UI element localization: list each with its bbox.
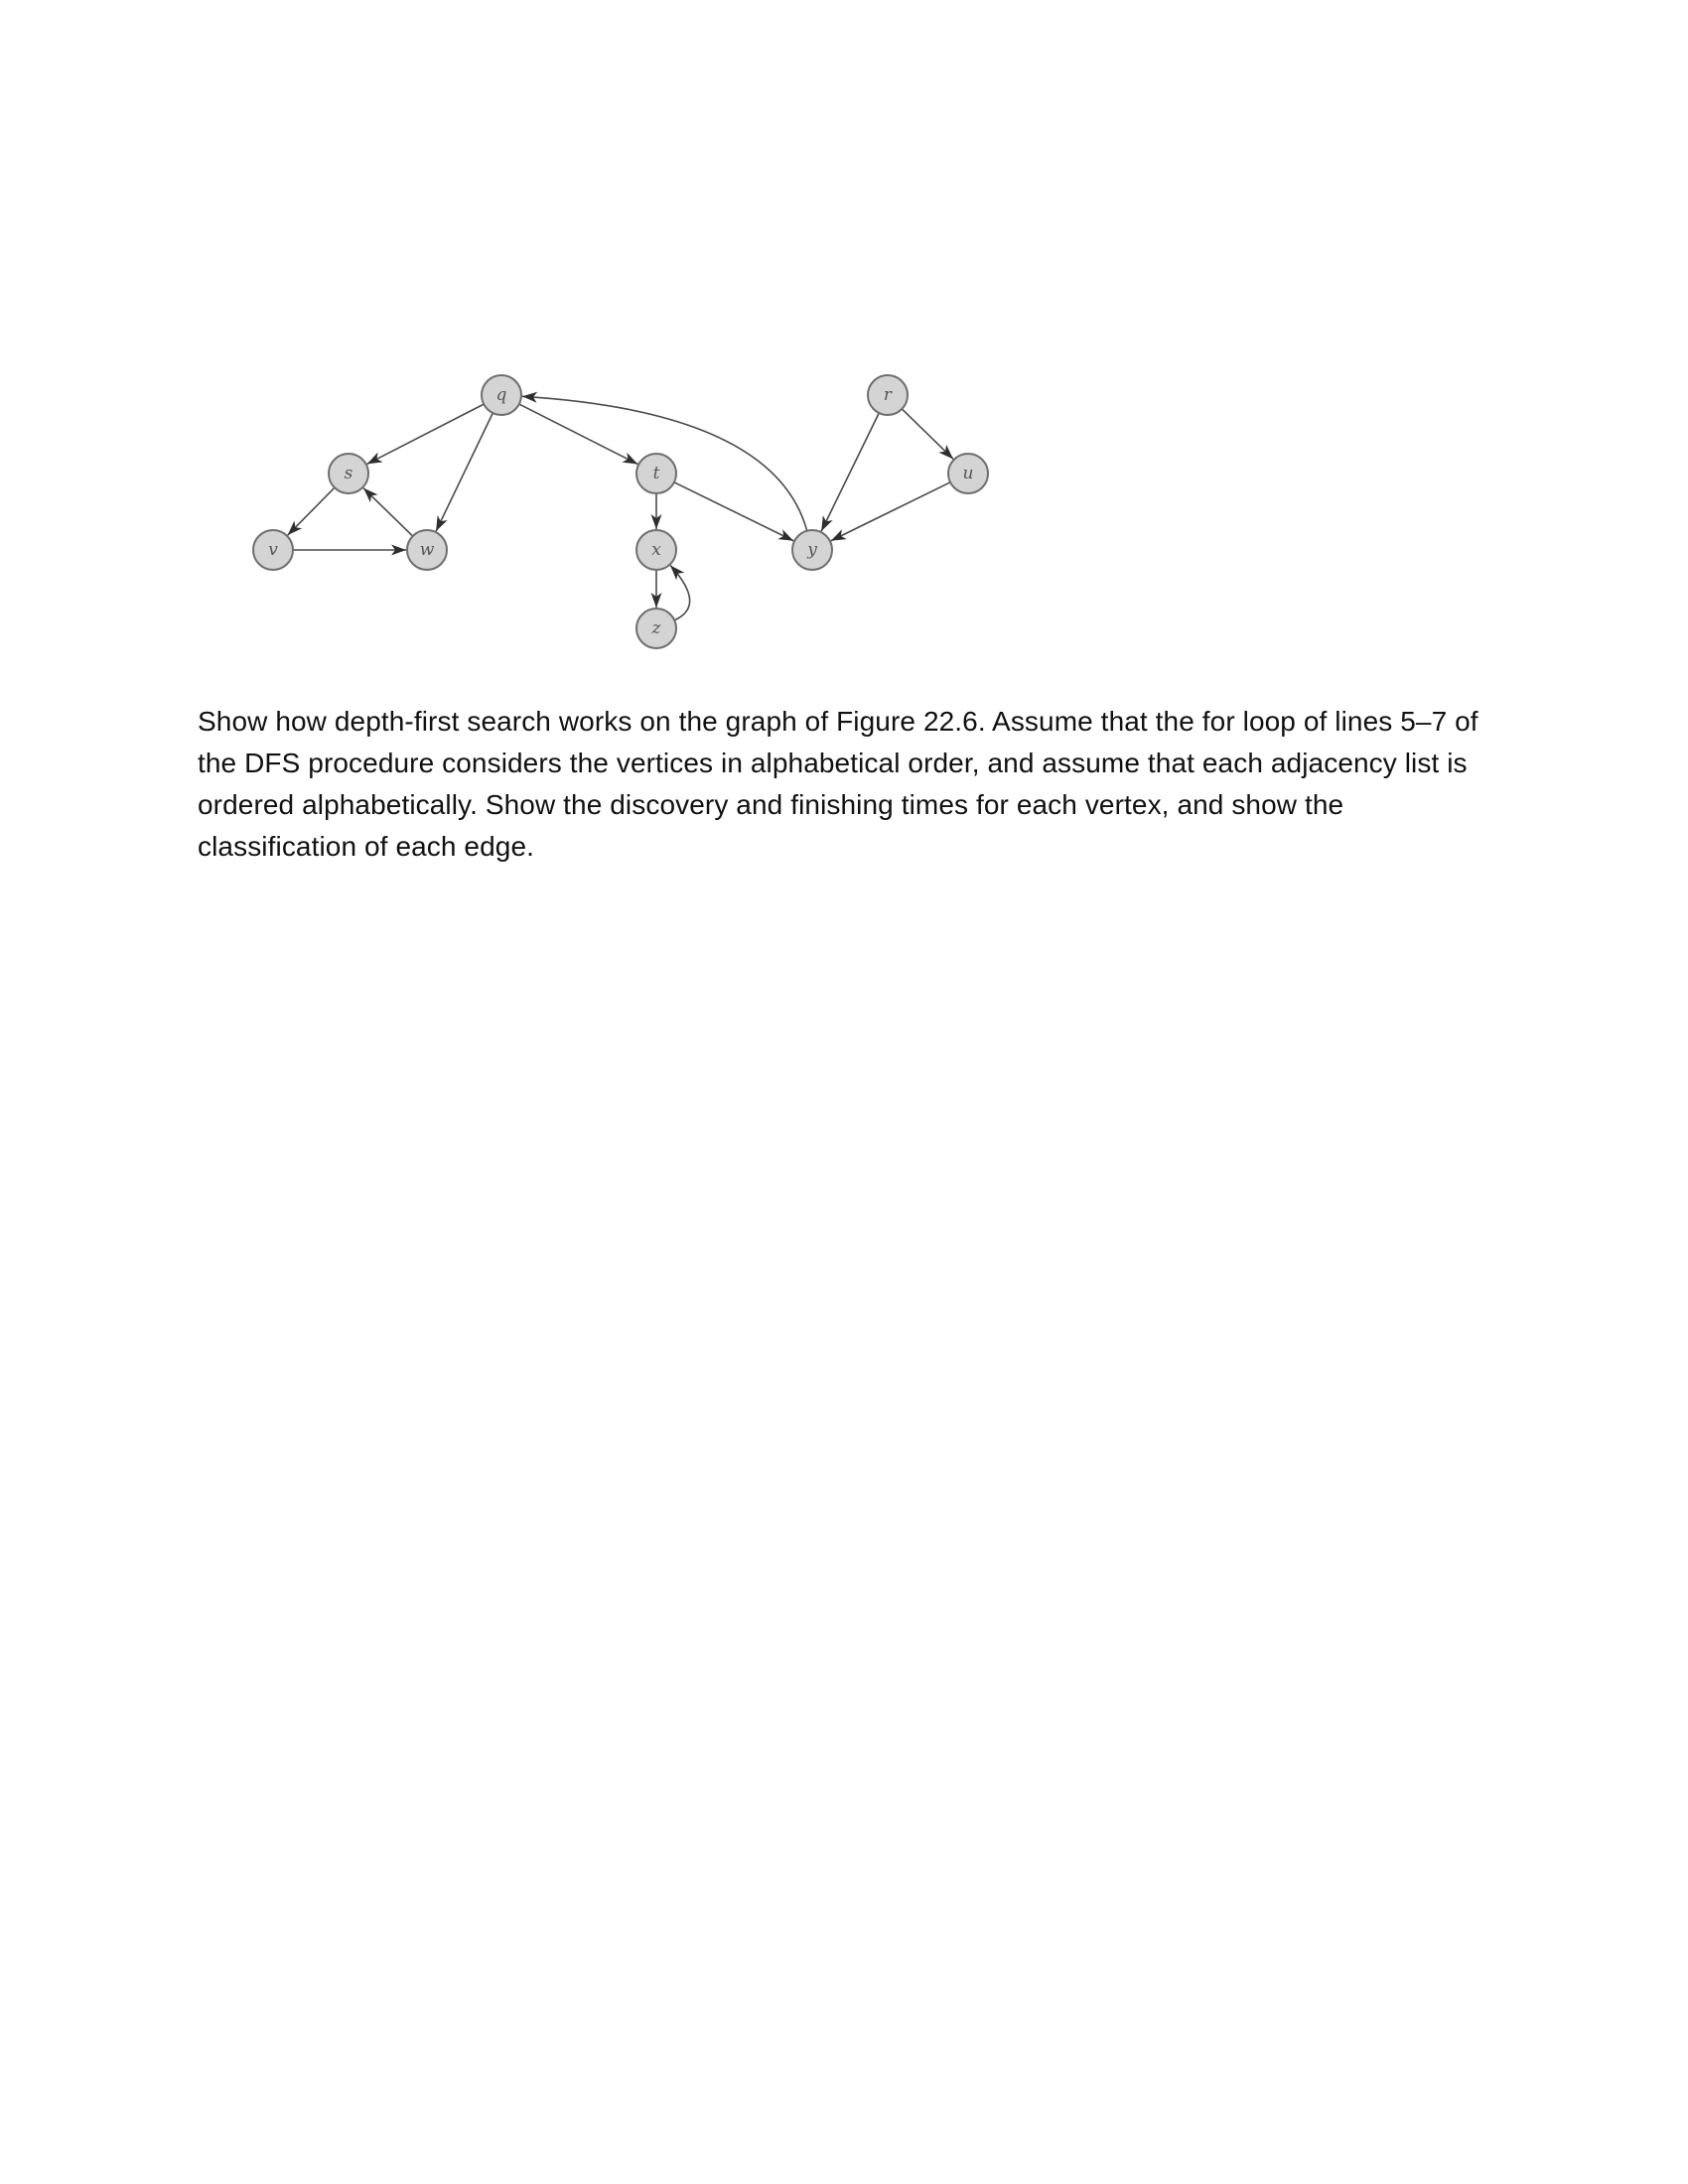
node-v — [253, 530, 293, 570]
node-s-label: s — [344, 464, 353, 483]
edge-q-to-t-arrowhead — [622, 453, 637, 465]
edge-u-to-y-line — [831, 482, 950, 541]
node-z-label: z — [651, 618, 661, 638]
edge-r-to-y — [821, 413, 879, 531]
edge-w-to-s — [363, 488, 413, 536]
node-x — [636, 530, 676, 570]
node-t — [636, 454, 676, 493]
edge-z-to-x — [670, 566, 690, 620]
edge-q-to-t-line — [519, 404, 637, 464]
node-r-label: r — [883, 385, 893, 405]
node-w-label: w — [419, 540, 435, 560]
edge-x-to-z — [651, 570, 662, 608]
edge-q-to-w — [436, 413, 492, 531]
edge-t-to-x — [651, 493, 662, 529]
edge-q-to-s-line — [367, 404, 485, 464]
edge-q-to-t — [519, 404, 637, 464]
edge-r-to-y-line — [821, 413, 879, 531]
graph-figure — [0, 0, 1688, 695]
edge-v-to-w — [293, 545, 406, 556]
node-w — [407, 530, 447, 570]
problem-statement: Show how depth-first search works on the graph of Figure 22.6. Assume that the for loop of lines 5–7 of the DFS procedure considers the vertices in alphabetical order, and assume that each adjacency list is ordered alphabetically. Show the discovery and finishing times for each vertex, and show the classification of each edge. — [198, 706, 1478, 862]
edge-q-to-s — [367, 404, 485, 464]
edge-t-to-y — [674, 482, 793, 541]
node-z — [636, 609, 676, 648]
graph-edges — [288, 392, 953, 620]
edge-q-to-w-line — [436, 413, 492, 531]
node-u — [948, 454, 988, 493]
node-u-label: u — [962, 464, 974, 483]
node-t-label: t — [652, 464, 660, 483]
node-y-label: y — [807, 540, 817, 560]
node-y — [792, 530, 832, 570]
edge-q-to-s-arrowhead — [367, 453, 383, 465]
node-s — [329, 454, 368, 493]
edge-t-to-y-line — [674, 482, 793, 541]
node-r — [868, 375, 908, 415]
node-q — [482, 375, 521, 415]
edge-z-to-x-line — [670, 566, 690, 620]
edge-r-to-u — [902, 409, 953, 459]
edge-s-to-v — [288, 487, 335, 535]
node-v-label: v — [268, 540, 278, 560]
edge-u-to-y — [831, 482, 950, 541]
node-q-label: q — [495, 385, 507, 405]
edge-z-to-x-arrowhead — [670, 566, 684, 581]
node-x-label: x — [651, 540, 661, 560]
